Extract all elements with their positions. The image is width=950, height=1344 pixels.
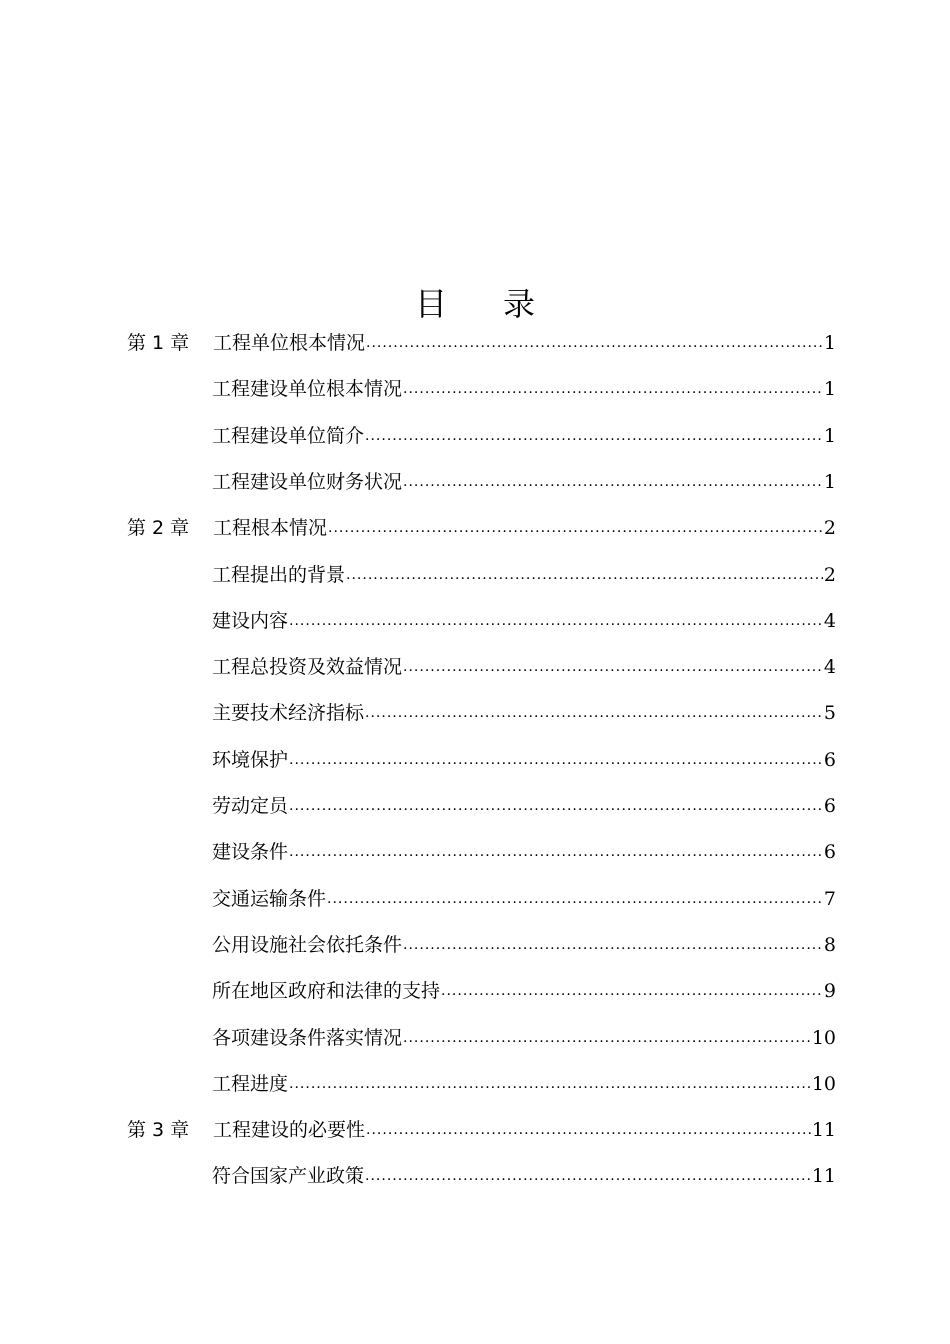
dot-leader bbox=[403, 657, 823, 677]
chapter-number: 第 3 章 bbox=[127, 1119, 190, 1141]
toc-title bbox=[0, 282, 950, 326]
dot-leader bbox=[289, 611, 823, 631]
dot-leader bbox=[403, 472, 823, 492]
entry-title: 工程提出的背景 bbox=[212, 564, 346, 586]
page-number: 5 bbox=[823, 702, 836, 724]
entry-title: 主要技术经济指标 bbox=[212, 702, 365, 724]
dot-leader bbox=[289, 1074, 811, 1094]
entry-title: 劳动定员 bbox=[212, 795, 289, 817]
entry-title: 工程进度 bbox=[212, 1073, 289, 1095]
toc-chapter-entry[interactable] bbox=[127, 511, 836, 541]
dot-leader bbox=[365, 1166, 811, 1186]
toc-section-entry[interactable] bbox=[212, 604, 836, 634]
toc-chapter-entry[interactable] bbox=[127, 1113, 836, 1143]
toc-section-entry[interactable] bbox=[212, 465, 836, 495]
toc-section-entry[interactable] bbox=[212, 1067, 836, 1097]
toc-section-entry[interactable] bbox=[212, 835, 836, 865]
toc-section-entry[interactable] bbox=[212, 928, 836, 958]
page-number: 6 bbox=[823, 749, 836, 771]
entry-title: 交通运输条件 bbox=[212, 888, 327, 910]
entry-title: 工程总投资及效益情况 bbox=[212, 656, 403, 678]
toc-title-char-2: 录 bbox=[503, 285, 536, 323]
dot-leader bbox=[403, 935, 823, 955]
dot-leader bbox=[403, 1028, 811, 1048]
entry-title: 环境保护 bbox=[212, 749, 289, 771]
dot-leader bbox=[327, 889, 823, 909]
entry-title: 所在地区政府和法律的支持 bbox=[212, 980, 441, 1002]
page-number: 6 bbox=[823, 795, 836, 817]
dot-leader bbox=[441, 981, 823, 1001]
page-number: 11 bbox=[811, 1165, 836, 1187]
page-number: 6 bbox=[823, 841, 836, 863]
entry-title: 建设内容 bbox=[212, 610, 289, 632]
entry-title: 工程根本情况 bbox=[213, 517, 328, 539]
page-number: 1 bbox=[823, 471, 836, 493]
dot-leader bbox=[365, 703, 823, 723]
entry-title: 工程单位根本情况 bbox=[213, 332, 366, 354]
dot-leader bbox=[403, 379, 823, 399]
toc-section-entry[interactable] bbox=[212, 789, 836, 819]
dot-leader bbox=[328, 518, 823, 538]
page-number: 11 bbox=[811, 1119, 836, 1141]
toc-section-entry[interactable] bbox=[212, 1159, 836, 1189]
page-number: 8 bbox=[823, 934, 836, 956]
dot-leader bbox=[289, 842, 823, 862]
toc-section-entry[interactable] bbox=[212, 1021, 836, 1051]
page-number: 1 bbox=[823, 378, 836, 400]
toc-section-entry[interactable] bbox=[212, 743, 836, 773]
page-number: 1 bbox=[823, 425, 836, 447]
dot-leader bbox=[346, 565, 823, 585]
page-number: 7 bbox=[823, 888, 836, 910]
dot-leader bbox=[289, 796, 823, 816]
toc-section-entry[interactable] bbox=[212, 372, 836, 402]
page-number: 4 bbox=[823, 656, 836, 678]
toc-section-entry[interactable] bbox=[212, 696, 836, 726]
toc-section-entry[interactable] bbox=[212, 974, 836, 1004]
entry-title: 建设条件 bbox=[212, 841, 289, 863]
dot-leader bbox=[289, 750, 823, 770]
toc-section-entry[interactable] bbox=[212, 882, 836, 912]
chapter-number: 第 2 章 bbox=[127, 517, 190, 539]
page-number: 10 bbox=[811, 1073, 836, 1095]
dot-leader bbox=[365, 426, 823, 446]
dot-leader bbox=[366, 333, 823, 353]
entry-title: 工程建设的必要性 bbox=[213, 1119, 366, 1141]
entry-title: 工程建设单位财务状况 bbox=[212, 471, 403, 493]
page-number: 2 bbox=[823, 564, 836, 586]
entry-title: 各项建设条件落实情况 bbox=[212, 1027, 403, 1049]
page-number: 10 bbox=[811, 1027, 836, 1049]
page-number: 1 bbox=[823, 332, 836, 354]
toc-section-entry[interactable] bbox=[212, 650, 836, 680]
entry-title: 工程建设单位简介 bbox=[212, 425, 365, 447]
entry-title: 公用设施社会依托条件 bbox=[212, 934, 403, 956]
toc-chapter-entry[interactable] bbox=[127, 326, 836, 356]
toc-section-entry[interactable] bbox=[212, 558, 836, 588]
chapter-number: 第 1 章 bbox=[127, 332, 190, 354]
page-number: 9 bbox=[823, 980, 836, 1002]
page-number: 2 bbox=[823, 517, 836, 539]
entry-title: 工程建设单位根本情况 bbox=[212, 378, 403, 400]
page-number: 4 bbox=[823, 610, 836, 632]
dot-leader bbox=[366, 1120, 811, 1140]
toc-title-char-1: 目 bbox=[414, 285, 447, 323]
entry-title: 符合国家产业政策 bbox=[212, 1165, 365, 1187]
toc-section-entry[interactable] bbox=[212, 419, 836, 449]
